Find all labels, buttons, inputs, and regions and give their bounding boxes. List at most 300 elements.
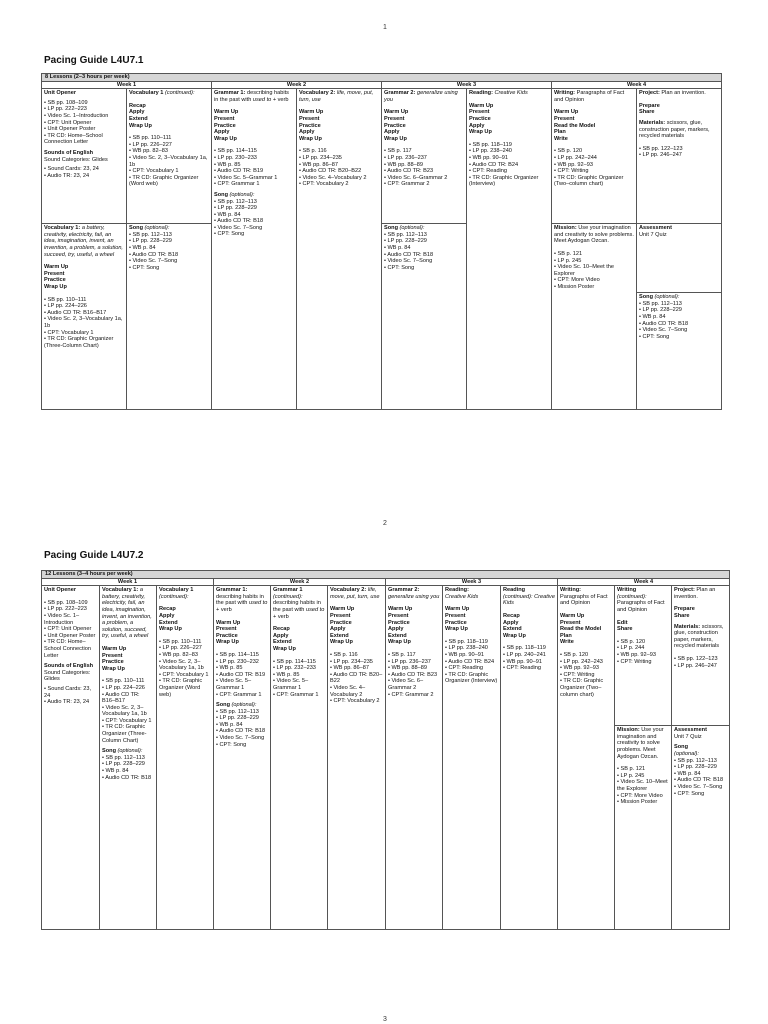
resource-item: • Video Sc. 2, 3–Vocabulary 1a, 1b xyxy=(159,658,204,672)
cell-title: Grammar 1 xyxy=(273,587,303,594)
step: Practice xyxy=(102,659,124,666)
resource-item: • SB p. 121 xyxy=(617,766,646,773)
cell-grammar-1-continued xyxy=(271,586,328,930)
resource-item: • LP pp. 232–233 xyxy=(273,665,316,672)
resource-list xyxy=(44,686,97,706)
step: Warm Up xyxy=(102,645,127,652)
step: Practice xyxy=(299,122,321,129)
step: Plan xyxy=(554,129,566,136)
resource-item: • LP pp. 234–235 xyxy=(299,154,342,161)
cell-project xyxy=(637,89,722,224)
resource-item: • Video Sc. 7–Song xyxy=(129,258,178,265)
resource-list xyxy=(639,301,719,341)
step: Present xyxy=(560,619,581,626)
resource-item: • CPT: Writing xyxy=(554,168,589,175)
resource-item: • LP pp. 228–229 xyxy=(214,205,257,212)
resource-item: • WB p. 84 xyxy=(639,313,666,320)
song-block xyxy=(637,293,721,341)
step: Present xyxy=(102,652,123,659)
step: Present xyxy=(445,612,466,619)
step: Practice xyxy=(214,122,236,129)
sub-title: Materials: xyxy=(674,623,701,630)
resource-item: • SB pp. 108–109 xyxy=(44,599,88,606)
week-header: Week 3 xyxy=(382,81,552,89)
cell-unit-opener xyxy=(42,89,127,224)
resource-item: • Audio CD TR: B18 xyxy=(384,251,434,258)
resource-item: • SB pp. 114–115 xyxy=(216,651,259,658)
lesson-steps xyxy=(617,620,669,633)
lesson-steps xyxy=(299,109,379,142)
step: Warm Up xyxy=(384,109,409,116)
resource-item: • TR CD: Graphic Organizer (Three-Column Chart) xyxy=(102,724,147,744)
cell-subtitle: (continued): xyxy=(617,593,647,600)
resource-item: • Unit Opener Poster xyxy=(44,126,96,133)
song-title: Song xyxy=(214,191,228,198)
resource-item: • CPT: Unit Opener xyxy=(44,626,92,633)
page-number: 2 xyxy=(383,520,387,527)
resource-list xyxy=(617,639,669,665)
cell-text: Unit 7 Quiz xyxy=(674,733,702,740)
step: Wrap Up xyxy=(214,135,237,142)
resource-item: • LP pp. 228–229 xyxy=(384,238,427,245)
resource-item: • WB pp. 90–91 xyxy=(445,651,484,658)
resource-item: • SB pp. 112–113 xyxy=(214,198,257,205)
cell-title: Grammar 2: xyxy=(384,90,416,97)
resource-item: • Audio CD TR: B18 xyxy=(674,777,724,784)
cell-title: Vocabulary 2: xyxy=(299,90,336,97)
step: Recap xyxy=(503,612,520,619)
step: Apply xyxy=(469,122,485,129)
resource-item: • WB p. 84 xyxy=(216,721,243,728)
resource-item: • Video Sc. 5–Grammar 1 xyxy=(273,678,309,691)
resource-item: • WB pp. 86–87 xyxy=(330,665,369,672)
resource-item: • TR CD: Graphic Organizer (Interview) xyxy=(445,671,498,685)
resource-item: • SB pp. 122–123 xyxy=(674,655,718,662)
cell-text: Sound Categories: Glides xyxy=(44,156,108,163)
lessons-bar: 12 Lessons (3–4 hours per week) xyxy=(42,571,730,579)
cell-text: describing habits in the past with xyxy=(216,593,264,607)
cell-title: Mission: xyxy=(554,225,577,232)
cell-subtitle: (continued): xyxy=(164,90,195,97)
cell-song xyxy=(127,224,212,410)
cell-text: Sound Categories: Glides xyxy=(44,669,91,683)
resource-list xyxy=(273,659,325,699)
cell-title: Reading: xyxy=(469,90,493,97)
resource-item: • Video Sc. 6–Grammar 2 xyxy=(384,174,448,181)
resource-item: • CPT: Vocabulary 1 xyxy=(159,671,209,678)
resource-list xyxy=(560,652,612,698)
cell-title: Project: xyxy=(674,587,695,594)
resource-item: • TR CD: Graphic Organizer (Two–column chart) xyxy=(554,174,624,188)
step: Present xyxy=(554,115,575,122)
cell-subtitle: (optional): xyxy=(399,225,425,232)
resource-item: • Video Sc. 7–Song xyxy=(216,735,265,742)
resource-list xyxy=(639,146,719,159)
resource-item: • LP pp. 230–232 xyxy=(216,658,259,665)
step: Present xyxy=(44,270,65,277)
cell-text: life, move, put, turn, use xyxy=(330,587,380,600)
resource-item: • WB pp. 88–89 xyxy=(384,161,423,168)
cell-text: Plan an invention. xyxy=(674,587,716,600)
step: Recap xyxy=(159,606,176,613)
resource-item: • SB pp. 110–111 xyxy=(159,638,202,645)
resource-item: • SB p. 121 xyxy=(554,250,583,257)
resource-item: • Video Sc. 10–Meet the Explorer xyxy=(617,779,668,792)
resource-item: • Video Sc. 5–Grammar 1 xyxy=(214,174,278,181)
cell-title: Vocabulary 1 xyxy=(159,587,194,594)
resource-list xyxy=(554,148,634,188)
cell-title: Unit Opener xyxy=(44,587,77,594)
pacing-table xyxy=(41,73,722,410)
resource-item: • Video Sc. 7–Song xyxy=(674,783,723,790)
step: Wrap Up xyxy=(44,283,67,290)
resource-list xyxy=(44,297,124,350)
resource-list xyxy=(384,148,464,188)
step: Wrap Up xyxy=(159,626,182,633)
resource-item: • Audio CD TR: B18 xyxy=(639,320,689,327)
step: Practice xyxy=(469,115,491,122)
resource-item: • Video Sc. 4–Vocabulary 2 xyxy=(330,684,366,698)
step: Share xyxy=(639,109,655,116)
lesson-steps xyxy=(388,606,440,646)
sub-title: Sounds of English xyxy=(44,663,94,670)
cell-title: Unit Opener xyxy=(44,90,77,97)
cell-text: Paragraphs of Fact and Opinion xyxy=(560,593,608,607)
cell-subtitle: (optional): xyxy=(231,702,257,709)
resource-item: • LP p. 245 xyxy=(554,257,582,264)
resource-list xyxy=(129,232,209,272)
cell-subtitle: (continued): xyxy=(273,593,303,600)
resource-item: • CPT: Vocabulary 2 xyxy=(299,181,349,188)
page-number: 1 xyxy=(383,24,387,31)
cell-unit-opener xyxy=(42,586,100,930)
step: Warm Up xyxy=(214,109,239,116)
resource-list xyxy=(384,232,464,272)
cell-subtitle: (continued): xyxy=(503,593,533,600)
resource-item: • SB p. 117 xyxy=(388,651,416,658)
resource-item: • Audio CD TR: B16–B17 xyxy=(44,309,107,316)
lesson-steps xyxy=(102,646,154,672)
resource-item: • Audio CD TR: B24 xyxy=(445,658,495,665)
cell-text: scissors, glue, construction paper, markers, recycled materials xyxy=(639,119,710,140)
cell-title: Vocabulary 1: xyxy=(44,225,81,232)
resource-item: • Audio CD TR: B24 xyxy=(469,161,519,168)
cell-vocabulary-1-continued xyxy=(157,586,214,930)
resource-item: • CPT: Grammar 1 xyxy=(273,691,319,698)
resource-item: • SB pp. 114–115 xyxy=(214,148,257,155)
resource-list xyxy=(216,709,268,749)
resource-item: • SB pp. 112–113 xyxy=(674,757,717,764)
step: Extend xyxy=(388,632,407,639)
resource-item: • WB pp. 92–93 xyxy=(560,665,599,672)
resource-item: • CPT: Song xyxy=(639,333,670,340)
resource-item: • CPT: Song xyxy=(216,741,247,748)
cell-text: generalize using you xyxy=(384,90,458,103)
song-title: Song xyxy=(129,225,143,232)
step: Warm Up xyxy=(560,612,585,619)
step: Apply xyxy=(388,626,404,633)
cell-subtitle: (continued): xyxy=(159,593,189,600)
sub-title: Materials: xyxy=(639,119,666,126)
cell-title: Reading: xyxy=(445,587,469,594)
cell-title: Grammar 1: xyxy=(214,90,246,97)
resource-item: • CPT: Reading xyxy=(469,168,508,175)
lesson-steps xyxy=(560,613,612,646)
step: Recap xyxy=(129,102,146,109)
resource-list xyxy=(503,645,555,671)
lesson-steps xyxy=(129,103,209,129)
resource-list xyxy=(388,652,440,698)
resource-item: • CPT: Song xyxy=(674,790,705,797)
resource-item: • WB pp. 86–87 xyxy=(299,161,338,168)
resource-item: • Video Sc. 2, 3–Vocabulary 1a, 1b xyxy=(129,154,208,168)
step: Wrap Up xyxy=(388,639,411,646)
step: Warm Up xyxy=(216,619,241,626)
resource-item: • SB pp. 110–111 xyxy=(129,135,172,142)
resource-list xyxy=(214,199,294,239)
resource-item: • Video Sc. 2, 3–Vocabulary 1a, 1b xyxy=(102,704,147,718)
week-header: Week 2 xyxy=(212,81,382,89)
cell-subtitle: (optional): xyxy=(674,750,699,757)
lesson-steps xyxy=(273,626,325,652)
resource-list xyxy=(159,639,211,698)
resource-item: • WB pp. 92–93 xyxy=(554,161,593,168)
resource-list xyxy=(299,148,379,188)
cell-song xyxy=(382,224,467,410)
resource-item: • CPT: Vocabulary 2 xyxy=(330,698,380,705)
resource-list xyxy=(216,652,268,698)
resource-item: • SB p. 116 xyxy=(330,651,358,658)
step: Warm Up xyxy=(330,606,355,613)
resource-item: • SB p. 120 xyxy=(560,651,589,658)
step: Extend xyxy=(330,632,349,639)
cell-text: used to xyxy=(252,96,272,103)
resource-item: • WB pp. 90–91 xyxy=(503,658,542,665)
resource-item: • Audio CD TR: B19 xyxy=(214,168,264,175)
resource-item: • LP pp. 228–229 xyxy=(639,307,682,314)
step: Wrap Up xyxy=(445,626,468,633)
resource-item: • SB pp. 108–109 xyxy=(44,99,88,106)
cell-reading xyxy=(443,586,501,930)
resource-item: • LP pp. 228–229 xyxy=(129,238,172,245)
cell-text: Creative Kids xyxy=(445,593,479,600)
resource-item: • CPT: Unit Opener xyxy=(44,119,92,126)
resource-item: • CPT: Reading xyxy=(503,665,542,672)
step: Practice xyxy=(384,122,406,129)
cell-title: Vocabulary 1 xyxy=(129,90,164,97)
resource-item: • TR CD: Home–School Connection Letter xyxy=(44,132,103,146)
resource-item: • WB p. 85 xyxy=(214,161,241,168)
resource-list xyxy=(445,639,498,685)
step: Read the Model xyxy=(560,626,602,633)
cell-text: Use your imagination and creativity to solve problems. Meet Aydogan Ozcan. xyxy=(554,225,634,245)
resource-item: • Audio CD TR: B23 xyxy=(384,168,434,175)
lesson-steps xyxy=(159,606,211,632)
resource-item: • Video Sc. 4–Vocabulary 2 xyxy=(299,174,367,181)
step: Prepare xyxy=(674,606,695,613)
step: Share xyxy=(674,612,690,619)
resource-item: • TR CD: Graphic Organizer (Three-Column Chart) xyxy=(44,336,114,349)
step: Apply xyxy=(159,612,175,619)
resource-item: • Video Sc. 5–Grammar 1 xyxy=(216,678,252,691)
resource-item: • CPT: Vocabulary 1 xyxy=(129,168,179,175)
resource-item: • LP pp. 224–226 xyxy=(102,684,145,691)
step: Plan xyxy=(560,632,572,639)
resource-list xyxy=(469,142,549,188)
step: Extend xyxy=(129,115,148,122)
resource-item: • Audio CD TR: B23 xyxy=(388,671,438,678)
page-title: Pacing Guide L4U7.1 xyxy=(44,55,144,66)
step: Practice xyxy=(388,619,410,626)
resource-item: • SB pp. 112–113 xyxy=(102,754,145,761)
step: Extend xyxy=(273,639,292,646)
step: Present xyxy=(469,109,490,116)
resource-item: • WB pp. 82–83 xyxy=(159,651,198,658)
resource-item: • LP pp. 226–227 xyxy=(159,645,202,652)
resource-item: • Video Sc. 7–Song xyxy=(639,327,688,334)
resource-item: • Video Sc. 6–Grammar 2 xyxy=(388,678,424,691)
cell-text: Creative Kids xyxy=(494,90,528,97)
resource-item: • Video Sc. 7–Song xyxy=(214,224,263,231)
resource-item: • Mission Poster xyxy=(617,799,658,806)
step: Apply xyxy=(129,109,145,116)
step: Apply xyxy=(330,626,346,633)
step: Wrap Up xyxy=(299,135,322,142)
resource-item: • LP pp. 238–240 xyxy=(469,148,512,155)
resource-item: • LP pp. 246–247 xyxy=(674,662,717,669)
lesson-steps xyxy=(503,613,555,639)
resource-item: • SB pp. 118–119 xyxy=(503,645,546,652)
cell-subtitle: (optional): xyxy=(117,748,143,755)
resource-item: • WB p. 84 xyxy=(214,211,241,218)
cell-vocabulary-1 xyxy=(42,224,127,410)
cell-text: describing habits in the past with xyxy=(273,600,321,613)
resource-item: • Audio TR: 23, 24 xyxy=(44,172,90,179)
resource-list xyxy=(617,766,669,806)
cell-text: used to xyxy=(305,606,325,613)
resource-item: • Audio CD TR: B20–B22 xyxy=(299,168,362,175)
resource-item: • WB pp. 92–93 xyxy=(617,651,656,658)
resource-item: • Audio CD TR: B19 xyxy=(216,671,266,678)
cell-title: Writing xyxy=(617,587,637,594)
cell-text: scissors, glue, construction paper, markers, recycled materials xyxy=(674,623,724,650)
cell-text: Plan an invention. xyxy=(661,90,706,97)
step: Practice xyxy=(216,632,238,639)
resource-item: • SB p. 116 xyxy=(299,148,327,155)
resource-item: • WB pp. 90–91 xyxy=(469,154,508,161)
cell-grammar-2 xyxy=(386,586,443,930)
resource-item: • CPT: Writing xyxy=(560,671,595,678)
cell-text: + verb xyxy=(273,613,289,620)
resource-item: • TR CD: Graphic Organizer (Word web) xyxy=(129,174,199,188)
cell-mission xyxy=(615,726,672,930)
resource-item: • LP pp. 236–237 xyxy=(388,658,431,665)
resource-item: • CPT: Song xyxy=(384,264,415,271)
resource-item: • TR CD: Graphic Organizer (Interview) xyxy=(469,174,539,188)
step: Read the Model xyxy=(554,122,596,129)
step: Present xyxy=(330,612,351,619)
step: Apply xyxy=(384,129,400,136)
resource-item: • Audio CD TR: B18 xyxy=(214,218,264,225)
resource-item: • WB pp. 88–89 xyxy=(388,665,427,672)
resource-item: • CPT: Song xyxy=(214,231,245,238)
cell-subtitle: (optional): xyxy=(654,294,680,301)
resource-item: • SB pp. 122–123 xyxy=(639,145,683,152)
week-header: Week 3 xyxy=(386,578,558,586)
cell-title: Mission: xyxy=(617,727,640,734)
resource-item: • Video Sc. 1–Introduction xyxy=(44,612,80,626)
step: Present xyxy=(216,626,237,633)
cell-subtitle: (optional): xyxy=(229,191,255,198)
step: Edit xyxy=(617,619,628,626)
resource-item: • Audio CD TR: B20–B22 xyxy=(330,671,383,685)
step: Warm Up xyxy=(44,264,69,271)
step: Warm Up xyxy=(554,109,579,116)
week-header: Week 4 xyxy=(552,81,722,89)
resource-list xyxy=(214,148,294,188)
resource-item: • LP pp. 228–229 xyxy=(674,764,717,771)
week-header: Week 1 xyxy=(42,578,214,586)
song-title: Song xyxy=(674,744,688,751)
cell-reading-continued xyxy=(501,586,558,930)
cell-text: generalize using you xyxy=(388,593,440,600)
cell-title: Vocabulary 1: xyxy=(102,587,139,594)
song-title: Song xyxy=(102,748,116,755)
lesson-steps xyxy=(216,620,268,646)
resource-list xyxy=(44,100,124,146)
lesson-steps xyxy=(554,109,634,142)
step: Present xyxy=(214,115,235,122)
resource-item: • CPT: Reading xyxy=(445,665,484,672)
resource-item: • WB p. 84 xyxy=(674,770,701,777)
cell-text: + verb xyxy=(216,606,232,613)
resource-item: • LP pp. 224–226 xyxy=(44,303,87,310)
step: Apply xyxy=(299,129,315,136)
resource-item: • LP pp. 236–237 xyxy=(384,154,427,161)
resource-item: • Video Sc. 10–Meet the Explorer xyxy=(554,264,615,277)
resource-item: • CPT: Vocabulary 1 xyxy=(102,717,152,724)
resource-item: • SB pp. 112–113 xyxy=(639,300,682,307)
cell-text: describing habits in the past with xyxy=(214,90,289,103)
resource-item: • LP pp. 222–223 xyxy=(44,606,87,613)
song-title: Song xyxy=(216,702,230,709)
step: Present xyxy=(388,612,409,619)
step: Wrap Up xyxy=(273,645,296,652)
cell-text: Paragraphs of Fact and Opinion xyxy=(554,90,625,103)
resource-item: • CPT: Grammar 1 xyxy=(214,181,260,188)
resource-item: • TR CD: Graphic Organizer (Two–column chart) xyxy=(560,678,604,698)
step: Apply xyxy=(503,619,519,626)
step: Apply xyxy=(214,129,230,136)
resource-item: • SB pp. 114–115 xyxy=(273,658,316,665)
resource-item: • LP pp. 228–229 xyxy=(102,761,145,768)
resource-item: • CPT: More Video xyxy=(554,277,600,284)
resource-item: • LP pp. 238–240 xyxy=(445,645,488,652)
resource-item: • WB p. 84 xyxy=(102,768,129,775)
resource-item: • TR CD: Home–School Connection Letter xyxy=(44,639,91,659)
resource-item: • CPT: Grammar 2 xyxy=(384,181,430,188)
step: Recap xyxy=(273,626,290,633)
resource-item: • WB pp. 82–83 xyxy=(129,148,168,155)
resource-item: • SB pp. 112–113 xyxy=(384,231,427,238)
resource-item: • WB p. 85 xyxy=(273,671,300,678)
resource-item: • LP pp. 230–233 xyxy=(214,154,257,161)
cell-text: a battery, creativity, electricity, fail, an idea, imagination, invent, an invention, a problem, a solution, succeed, try, useful, a wheel xyxy=(44,225,123,258)
resource-list xyxy=(129,135,209,188)
step: Warm Up xyxy=(299,109,324,116)
resource-item: • Video Sc. 2, 3–Vocabulary 1a, 1b xyxy=(44,316,123,329)
step: Write xyxy=(554,135,568,142)
